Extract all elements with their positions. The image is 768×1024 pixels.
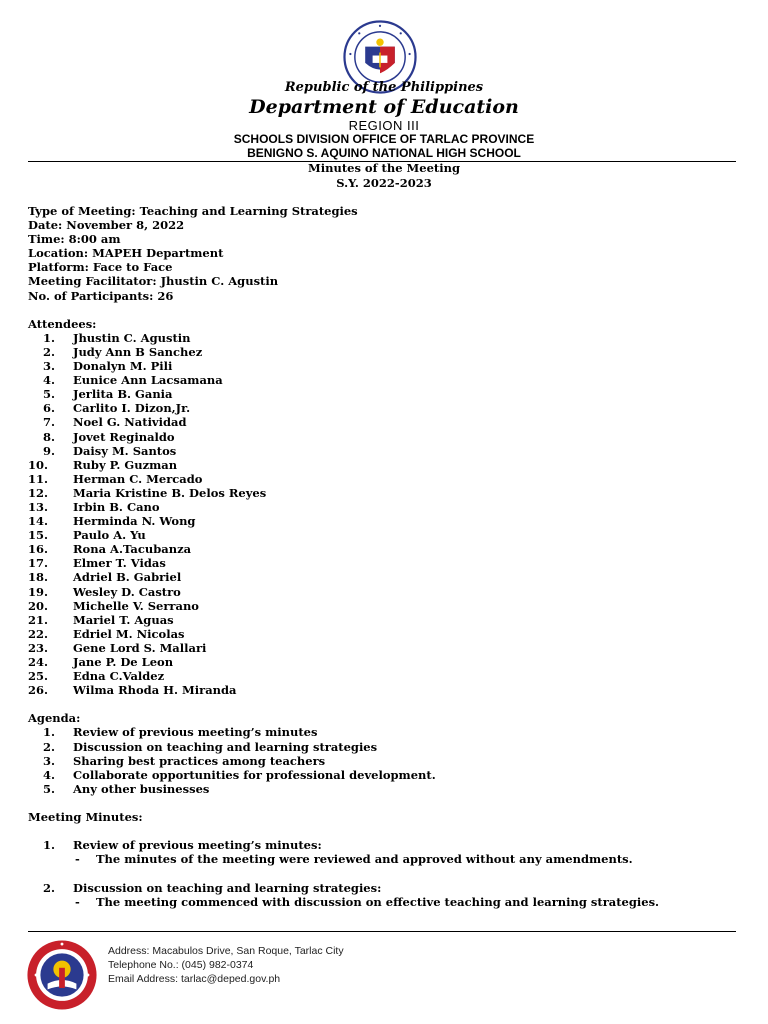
footer-address: Address: Macabulos Drive, San Roque, Tarlac City xyxy=(108,945,344,957)
list-item: 2. Discussion on teaching and learning strategies xyxy=(43,739,378,754)
spacer xyxy=(28,303,743,317)
list-item: 2. Judy Ann B Sanchez xyxy=(43,344,203,359)
list-item: 12. Maria Kristine B. Delos Reyes xyxy=(28,485,267,500)
list-item: 23. Gene Lord S. Mallari xyxy=(28,640,207,655)
list-item: 19. Wesley D. Castro xyxy=(28,584,181,599)
region-heading: REGION III xyxy=(348,118,420,133)
detail-facilitator: Meeting Facilitator: Jhustin C. Agustin xyxy=(28,274,279,289)
minutes-heading: Meeting Minutes: xyxy=(28,810,143,825)
footer-email: Email Address: tarlac@deped.gov.ph xyxy=(108,973,281,985)
list-item: 21. Mariel T. Aguas xyxy=(28,612,174,627)
division-heading: SCHOOLS DIVISION OFFICE OF TARLAC PROVINCE xyxy=(233,132,535,146)
school-heading: BENIGNO S. AQUINO NATIONAL HIGH SCHOOL xyxy=(247,146,521,160)
list-item: 14. Herminda N. Wong xyxy=(28,514,196,529)
attendees-heading: Attendees: xyxy=(28,316,97,331)
list-item: 16. Rona A.Tacubanza xyxy=(28,542,192,557)
list-item: 10. Ruby P. Guzman xyxy=(28,457,178,472)
detail-date: Date: November 8, 2022 xyxy=(28,218,185,233)
list-item: 2. Discussion on teaching and learning strategies: xyxy=(43,880,382,895)
minutes-body xyxy=(28,204,743,909)
spacer xyxy=(28,824,743,838)
detail-time: Time: 8:00 am xyxy=(28,232,121,247)
list-item: 5. Any other businesses xyxy=(43,781,210,796)
spacer xyxy=(28,796,743,810)
agenda-list xyxy=(28,725,743,795)
spacer xyxy=(28,866,743,880)
footer-divider xyxy=(28,931,736,932)
list-item: 1. Review of previous meeting’s minutes xyxy=(43,725,318,740)
list-item: 7. Noel G. Natividad xyxy=(43,415,187,430)
list-item: 4. Collaborate opportunities for professional development. xyxy=(43,767,436,782)
minutes-note: - The minutes of the meeting were reviewed and approved without any amendments. xyxy=(75,852,633,867)
minutes-list xyxy=(28,881,743,895)
list-item: 9. Daisy M. Santos xyxy=(43,443,177,458)
list-item: 1. Review of previous meeting’s minutes: xyxy=(43,838,322,853)
footer-contact xyxy=(108,944,344,986)
title-line-1: Minutes of the Meeting xyxy=(308,161,460,175)
department-heading: Department of Education xyxy=(249,96,519,118)
list-item: 18. Adriel B. Gabriel xyxy=(28,570,182,585)
list-item: 4. Eunice Ann Lacsamana xyxy=(43,373,223,388)
title-line-2: S.Y. 2022-2023 xyxy=(336,176,432,190)
meeting-details xyxy=(28,204,743,303)
list-item: 26. Wilma Rhoda H. Miranda xyxy=(28,683,237,698)
list-item: 3. Sharing best practices among teachers xyxy=(43,753,326,768)
list-item: 5. Jerlita B. Gania xyxy=(43,387,173,402)
minutes-list xyxy=(28,838,743,852)
list-item: 3. Donalyn M. Pili xyxy=(43,359,173,374)
list-item: 1. Jhustin C. Agustin xyxy=(43,330,191,345)
agenda-heading: Agenda: xyxy=(28,711,81,726)
attendees-list xyxy=(28,331,743,697)
republic-heading: Republic of the Philippines xyxy=(284,80,484,95)
detail-type: Type of Meeting: Teaching and Learning Strategies xyxy=(28,204,358,218)
footer-telephone: Telephone No.: (045) 982-0374 xyxy=(108,959,254,971)
list-item: 6. Carlito I. Dizon,Jr. xyxy=(43,401,191,416)
list-item: 25. Edna C.Valdez xyxy=(28,669,165,684)
list-item: 8. Jovet Reginaldo xyxy=(43,429,175,444)
list-item: 11. Herman C. Mercado xyxy=(28,471,203,486)
list-item: 24. Jane P. De Leon xyxy=(28,655,174,669)
list-item: 22. Edriel M. Nicolas xyxy=(28,626,185,641)
list-item: 17. Elmer T. Vidas xyxy=(28,556,166,571)
detail-platform: Platform: Face to Face xyxy=(28,260,173,275)
list-item: 13. Irbin B. Cano xyxy=(28,499,160,514)
document-title xyxy=(0,161,768,191)
minutes-note: - The meeting commenced with discussion on effective teaching and learning strategies. xyxy=(75,894,660,909)
list-item: 20. Michelle V. Serrano xyxy=(28,598,199,613)
spacer xyxy=(28,697,743,711)
list-item: 15. Paulo A. Yu xyxy=(28,528,146,543)
detail-location: Location: MAPEH Department xyxy=(28,246,224,261)
detail-participants: No. of Participants: 26 xyxy=(28,288,174,303)
sdo-tarlac-seal-icon xyxy=(26,939,98,1011)
